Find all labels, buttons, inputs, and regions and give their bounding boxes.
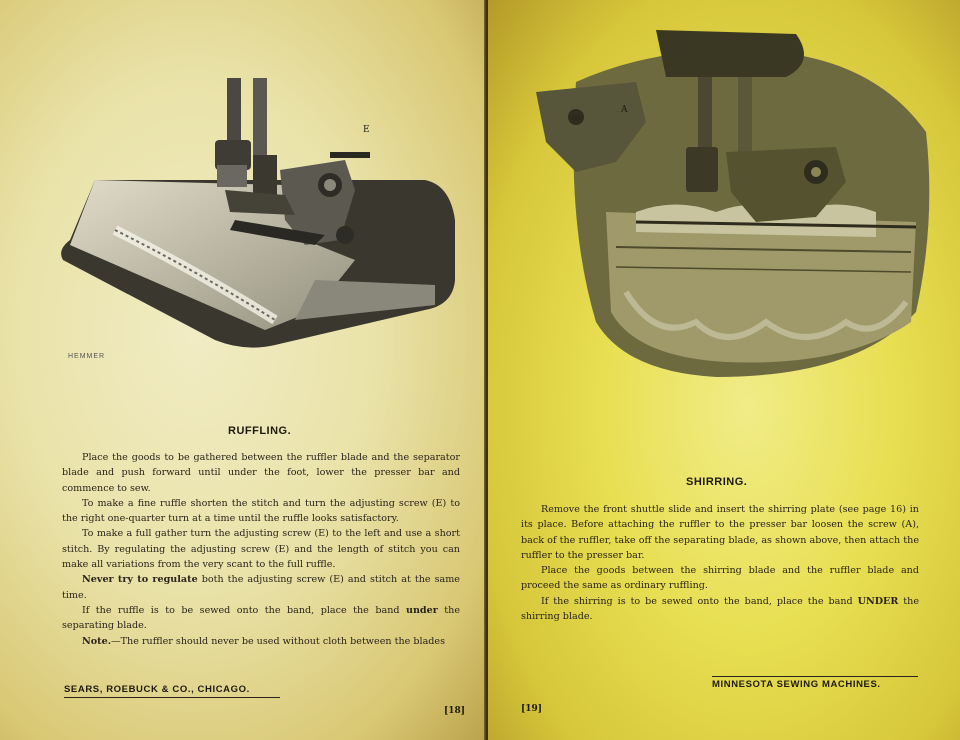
ruffler-illustration: [55, 70, 465, 370]
note-label: Note.: [82, 635, 112, 647]
paragraph: Place the goods to be gathered between the ruffler blade and the separator blade and push forward until under the foot, lower the presser bar and commence to sew.: [62, 452, 460, 494]
right-page: [488, 0, 960, 740]
paragraph: To make a fine ruffle shorten the stitch and turn the adjusting screw (E) to the right one-quarter turn at a time until the ruffle looks satisfactory.: [62, 497, 460, 525]
paragraph: To make a full gather turn the adjusting screw (E) to the left and use a short stitch. By regulating the adjusting screw (E) and the length of stitch you can make all variations from the very scant to the full ruffle.: [62, 528, 460, 571]
paragraph: [62, 572, 460, 603]
svg-text:E: E: [363, 125, 370, 135]
footer-rule: [712, 676, 918, 677]
page-number: [19]: [521, 704, 543, 714]
text-span: the shirring blade.: [521, 595, 920, 623]
footer-rule: [64, 697, 280, 698]
footer-publisher: SEARS, ROEBUCK & CO., CHICAGO.: [64, 684, 250, 695]
text-span: If the shirring is to be sewed onto the band, place the band: [541, 595, 858, 607]
shirring-illustration: [516, 22, 946, 382]
shirring-instructions: [521, 502, 919, 624]
footer-brand: MINNESOTA SEWING MACHINES.: [712, 679, 881, 690]
image-stamp: HEMMER: [68, 353, 106, 360]
bold-word: under: [405, 604, 438, 616]
svg-text:A: A: [621, 105, 628, 115]
note-paragraph: [62, 634, 460, 649]
paragraph: [521, 594, 919, 625]
page-number: [18]: [444, 706, 466, 716]
text-span: both the adjusting screw (E) and stitch at the same time.: [62, 574, 460, 601]
paragraph: Place the goods between the shirring blade and the ruffler blade and proceed the same as ordinary ruffling.: [521, 565, 919, 592]
bold-phrase: Never try to regulate: [82, 574, 198, 586]
page-heading-ruffling: RUFFLING.: [228, 425, 292, 437]
bold-word: UNDER: [857, 595, 899, 607]
page-heading-shirring: SHIRRING.: [686, 476, 748, 488]
text-span: If the ruffle is to be sewed onto the band, place the band: [82, 604, 406, 616]
paragraph: [62, 603, 460, 634]
note-text: —The ruffler should never be used without cloth between the blades: [111, 635, 446, 647]
paragraph: Remove the front shuttle slide and insert the shirring plate (see page 16) in its place. Before attaching the ruffler to the presser bar loosen the screw (A), back of the ruffler, take off the separating blade, as shown above, then attach the ruffler to the presser bar.: [521, 504, 919, 561]
ruffling-instructions: [62, 450, 460, 649]
text-span: the separating blade.: [62, 604, 460, 632]
